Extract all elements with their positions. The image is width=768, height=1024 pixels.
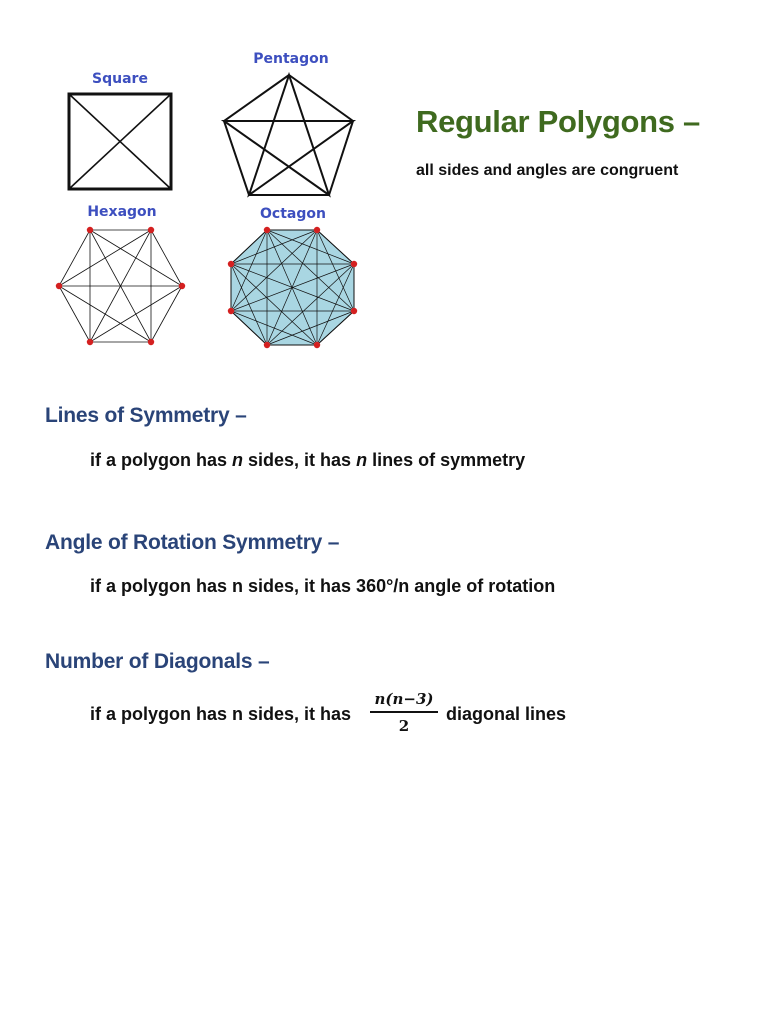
octagon-label: Octagon [260, 206, 326, 222]
square-label: Square [92, 71, 148, 87]
hexagon-line [151, 286, 182, 342]
hexagon-vertex-dot [87, 227, 93, 233]
hexagon-line [59, 286, 90, 342]
hexagon-vertex-dot [148, 339, 154, 345]
symmetry-var-n2: n [356, 450, 368, 470]
pentagon-figure [220, 71, 360, 201]
diagonal-formula [370, 690, 438, 735]
rotation-text: if a polygon has n sides, it has 360°/n angle of rotation [90, 576, 556, 596]
octagon-vertex-dot [228, 308, 234, 314]
hexagon-line [59, 286, 151, 342]
hexagon-line [151, 230, 182, 286]
hexagon-vertex-dot [87, 339, 93, 345]
octagon-vertex-dot [351, 261, 357, 267]
octagon-vertex-dot [264, 342, 270, 348]
page-subtitle: all sides and angles are congruent [416, 162, 679, 179]
symmetry-text-c: lines of symmetry [367, 450, 526, 470]
octagon-vertex-dot [314, 342, 320, 348]
hexagon-line [59, 230, 151, 286]
page-title: Regular Polygons – [416, 104, 700, 139]
octagon-vertex-dot [264, 227, 270, 233]
symmetry-text-a: if a polygon has [90, 450, 233, 470]
rotation-heading: Angle of Rotation Symmetry – [45, 531, 340, 554]
hexagon-lines [59, 230, 182, 342]
pentagon-label: Pentagon [253, 51, 329, 67]
octagon-vertex-dot [314, 227, 320, 233]
hexagon-figure [55, 225, 195, 350]
diagonals-text: if a polygon has n sides, it has [90, 704, 352, 724]
symmetry-var-n: n [232, 450, 244, 470]
octagon-vertex-dot [228, 261, 234, 267]
symmetry-heading: Lines of Symmetry – [45, 404, 247, 427]
octagon-vertex-dot [351, 308, 357, 314]
diagonals-tail: diagonal lines [446, 704, 567, 724]
formula-numerator: n(n−3) [374, 690, 434, 708]
hexagon-vertex-dot [179, 283, 185, 289]
formula-denominator: 2 [398, 717, 410, 735]
symmetry-text [90, 450, 525, 471]
hexagon-line [90, 286, 182, 342]
hexagon-vertex-dot [56, 283, 62, 289]
square-figure [66, 91, 176, 193]
hexagon-line [59, 230, 90, 286]
diagonals-heading: Number of Diagonals – [45, 650, 270, 673]
hexagon-label: Hexagon [87, 204, 157, 220]
hexagon-vertex-dot [148, 227, 154, 233]
symmetry-text-b: sides, it has [243, 450, 357, 470]
octagon-figure [226, 226, 361, 351]
